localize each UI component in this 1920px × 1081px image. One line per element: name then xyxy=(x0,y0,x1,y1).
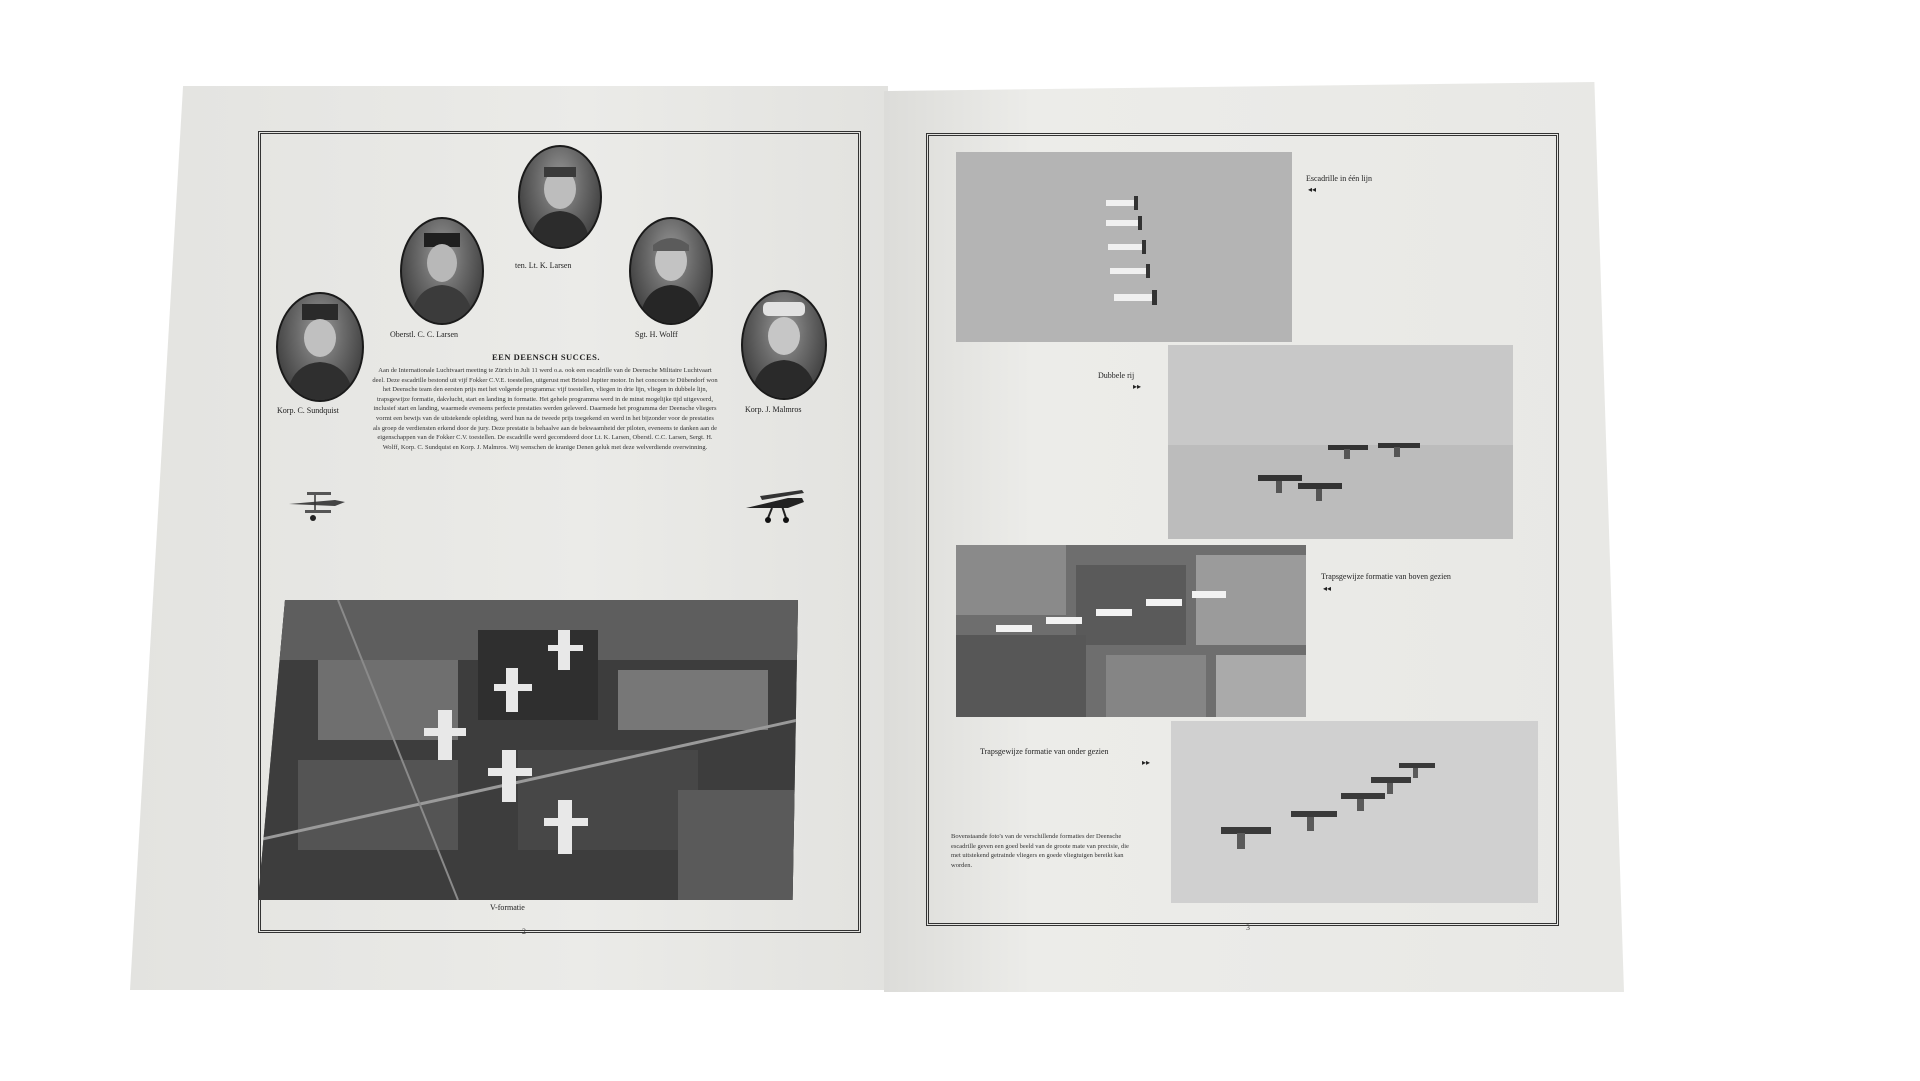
portrait-caption-lt-larsen: ten. Lt. K. Larsen xyxy=(515,261,572,270)
echelon-from-above-arrow-icon: ◂◂ xyxy=(1323,584,1332,593)
portrait-lt-larsen xyxy=(518,145,602,249)
article-title: EEN DEENSCH SUCCES. xyxy=(492,352,600,362)
biplane-illustration-icon xyxy=(285,486,349,522)
echelon-from-below-photo xyxy=(1171,721,1538,903)
double-row-formation-photo xyxy=(1168,345,1513,539)
right-page-note: Bovenstaande foto's van de verschillende formaties der Deensche escadrille geven een goed beeld van de groote mate van precisie, die met uitstekend getrainde vliegers en goede vliegtuigen bereikt kan worden. xyxy=(951,833,1129,869)
echelon-from-above-photo xyxy=(956,545,1306,717)
monoplane-illustration-icon xyxy=(742,486,808,524)
right-page-number: 3 xyxy=(1246,923,1250,932)
portrait-caption-korp-malmros: Korp. J. Malmros xyxy=(745,405,802,414)
portrait-korp-sundquist xyxy=(276,292,364,402)
portrait-sgt-wolff xyxy=(629,217,713,325)
portrait-korp-malmros xyxy=(741,290,827,400)
portrait-oberstl-larsen xyxy=(400,217,484,325)
portrait-caption-sgt-wolff: Sgt. H. Wolff xyxy=(635,330,678,339)
portrait-caption-oberstl-larsen: Oberstl. C. C. Larsen xyxy=(390,330,458,339)
left-page-number: 2 xyxy=(522,927,526,936)
echelon-from-above-caption: Trapsgewijze formatie van boven gezien xyxy=(1321,572,1451,581)
portrait-caption-korp-sundquist: Korp. C. Sundquist xyxy=(277,406,339,415)
single-line-caption: Escadrille in één lijn xyxy=(1306,174,1372,183)
v-formation-photo xyxy=(258,600,798,900)
echelon-from-below-arrow-icon: ▸▸ xyxy=(1142,758,1151,767)
single-line-arrow-icon: ◂◂ xyxy=(1308,185,1317,194)
article-text: Aan de Internationale Luchtvaart meeting te Zürich in Juli 11 werd o.a. ook een escadrille van de Deensche Militaire Luchtvaart deel. Deze escadrille bestond uit vijf Fokker C.V.E. toestellen, uitgerust met Bristol Jupiter motor. In het concours te Dübendorf won het Deensche team den eersten prijs met het volgende programma: vijf toestellen, vliegen in drie lijn, vliegen in dubbele lijn, trapsgewijze formatie, dakvlucht, start en landing in formatie. Het gehele programma werd in de minst mogelijke tijd uitgevoerd, inclusief start en landing, waarmede eveneens perfecte prestaties werden geleverd. Daarmede het programma der Deensche vliegers vormt een bewijs van de uitstekende opleiding, werd hun na de tweede prijs toegekend en werd in het bijzonder voor de prestaties als groep de verdiensten erkend door de jury. Deze prestatie is behaalve aan de bekwaamheid der piloten, eveneens te danken aan de eigenschappen van de Fokker C.V. toestellen. De escadrille werd gecomdeerd door Lt. K. Larsen, Oberstl. C.C. Larsen, Sergt. H. Wolff, Korp. C. Sundquist en Korp. J. Malmros. Wij wenschen de kranige Denen geluk met deze welverdiende overwinning. xyxy=(372,367,718,451)
double-row-arrow-icon: ▸▸ xyxy=(1133,382,1142,391)
double-row-caption: Dubbele rij xyxy=(1098,371,1135,380)
echelon-from-below-caption: Trapsgewijze formatie van onder gezien xyxy=(980,747,1109,756)
single-line-formation-photo xyxy=(956,152,1292,342)
v-formation-caption: V-formatie xyxy=(490,903,525,912)
